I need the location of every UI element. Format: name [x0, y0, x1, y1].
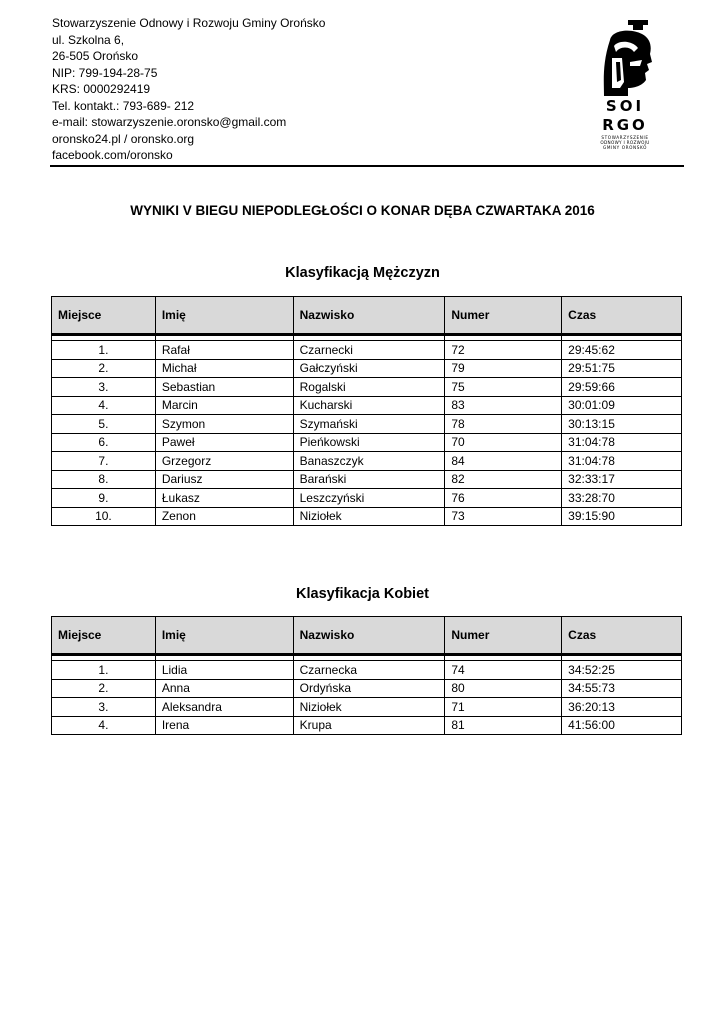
finish-time-cell: 41:56:00 [562, 716, 682, 735]
table-row [52, 507, 682, 526]
finish-time-cell: 34:52:25 [562, 661, 682, 680]
finish-time-cell: 29:59:66 [562, 378, 682, 397]
first-name-cell: Michał [155, 359, 293, 378]
bib-number-cell: 73 [445, 507, 562, 526]
document-title: WYNIKI V BIEGU NIEPODLEGŁOŚCI O KONAR DĘBA CZWARTAKA 2016 [130, 203, 595, 218]
bib-number-cell: 74 [445, 661, 562, 680]
bib-number-cell: 70 [445, 433, 562, 452]
logo-caption-1: STOWARZYSZENIE [601, 135, 649, 140]
column-header-time: Czas [562, 297, 682, 335]
place-cell: 2. [52, 679, 156, 698]
table-row [52, 341, 682, 360]
table-row [52, 679, 682, 698]
organization-logo [590, 18, 660, 153]
bib-number-cell: 80 [445, 679, 562, 698]
bib-number-cell: 76 [445, 489, 562, 508]
column-header-last-name: Nazwisko [293, 297, 445, 335]
table-row [52, 359, 682, 378]
table-row [52, 698, 682, 717]
place-cell: 7. [52, 452, 156, 471]
column-header-place: Miejsce [52, 297, 156, 335]
bib-number-cell: 83 [445, 396, 562, 415]
place-cell: 5. [52, 415, 156, 434]
column-header-number: Numer [445, 617, 562, 655]
first-name-cell: Irena [155, 716, 293, 735]
finish-time-cell: 32:33:17 [562, 470, 682, 489]
place-cell: 1. [52, 661, 156, 680]
table-row [52, 470, 682, 489]
logo-letters-top: SOI [605, 97, 645, 115]
table-row [52, 716, 682, 735]
place-cell: 10. [52, 507, 156, 526]
finish-time-cell: 29:51:75 [562, 359, 682, 378]
bib-number-cell: 78 [445, 415, 562, 434]
place-cell: 3. [52, 698, 156, 717]
place-cell: 8. [52, 470, 156, 489]
women-results-table [51, 616, 682, 735]
first-name-cell: Paweł [155, 433, 293, 452]
place-cell: 3. [52, 378, 156, 397]
logo-caption-3: GMINY ORONSKO [602, 145, 648, 150]
organization-header [52, 15, 325, 164]
place-cell: 6. [52, 433, 156, 452]
knight-helmet-icon [604, 20, 652, 96]
column-header-last-name: Nazwisko [293, 617, 445, 655]
bib-number-cell: 75 [445, 378, 562, 397]
bib-number-cell: 79 [445, 359, 562, 378]
finish-time-cell: 31:04:78 [562, 452, 682, 471]
last-name-cell: Ordyńska [293, 679, 445, 698]
place-cell: 9. [52, 489, 156, 508]
table-row [52, 415, 682, 434]
column-header-place: Miejsce [52, 617, 156, 655]
first-name-cell: Łukasz [155, 489, 293, 508]
bib-number-cell: 71 [445, 698, 562, 717]
last-name-cell: Krupa [293, 716, 445, 735]
last-name-cell: Niziołek [293, 507, 445, 526]
last-name-cell: Banaszczyk [293, 452, 445, 471]
place-cell: 1. [52, 341, 156, 360]
finish-time-cell: 33:28:70 [562, 489, 682, 508]
header-divider [50, 165, 684, 167]
finish-time-cell: 30:13:15 [562, 415, 682, 434]
first-name-cell: Sebastian [155, 378, 293, 397]
finish-time-cell: 34:55:73 [562, 679, 682, 698]
men-table-body [52, 335, 682, 526]
table-header-row [52, 297, 682, 335]
men-section-title: Klasyfikacją Mężczyzn [285, 265, 440, 281]
bib-number-cell: 82 [445, 470, 562, 489]
place-cell: 2. [52, 359, 156, 378]
last-name-cell: Czarnecka [293, 661, 445, 680]
bib-number-cell: 72 [445, 341, 562, 360]
first-name-cell: Rafał [155, 341, 293, 360]
table-header-row [52, 617, 682, 655]
bib-number-cell: 84 [445, 452, 562, 471]
table-row [52, 452, 682, 471]
women-section-title: Klasyfikacja Kobiet [296, 586, 429, 602]
bib-number-cell: 81 [445, 716, 562, 735]
finish-time-cell: 39:15:90 [562, 507, 682, 526]
first-name-cell: Zenon [155, 507, 293, 526]
last-name-cell: Rogalski [293, 378, 445, 397]
table-row [52, 378, 682, 397]
table-row [52, 661, 682, 680]
finish-time-cell: 29:45:62 [562, 341, 682, 360]
first-name-cell: Marcin [155, 396, 293, 415]
nip-number: NIP: 799-194-28-75 [52, 65, 158, 80]
first-name-cell: Grzegorz [155, 452, 293, 471]
column-header-time: Czas [562, 617, 682, 655]
place-cell: 4. [52, 716, 156, 735]
first-name-cell: Dariusz [155, 470, 293, 489]
last-name-cell: Niziołek [293, 698, 445, 717]
last-name-cell: Czarnecki [293, 341, 445, 360]
last-name-cell: Pieńkowski [293, 433, 445, 452]
place-cell: 4. [52, 396, 156, 415]
facebook-link: facebook.com/oronsko [52, 148, 173, 162]
contact-email: e-mail: stowarzyszenie.oronsko@gmail.com [52, 115, 287, 129]
address-city: 26-505 Orońsko [52, 49, 139, 63]
first-name-cell: Szymon [155, 415, 293, 434]
men-results-table [51, 296, 682, 526]
logo-caption-2: ODNOWY I ROZWOJU [600, 140, 650, 145]
contact-phone: Tel. kontakt.: 793-689- 212 [52, 98, 195, 113]
websites: oronsko24.pl / oronsko.org [52, 131, 195, 146]
table-row [52, 396, 682, 415]
address-street: ul. Szkolna 6, [52, 32, 125, 47]
finish-time-cell: 30:01:09 [562, 396, 682, 415]
finish-time-cell: 36:20:13 [562, 698, 682, 717]
table-row [52, 489, 682, 508]
last-name-cell: Leszczyński [293, 489, 445, 508]
column-header-first-name: Imię [155, 617, 293, 655]
last-name-cell: Barański [293, 470, 445, 489]
last-name-cell: Gałczyński [293, 359, 445, 378]
column-header-first-name: Imię [155, 297, 293, 335]
first-name-cell: Aleksandra [155, 698, 293, 717]
krs-number: KRS: 0000292419 [52, 82, 151, 96]
last-name-cell: Kucharski [293, 396, 445, 415]
first-name-cell: Anna [155, 679, 293, 698]
column-header-number: Numer [445, 297, 562, 335]
logo-letters-bottom: RGO [602, 116, 648, 134]
org-name: Stowarzyszenie Odnowy i Rozwoju Gminy Orońsko [52, 16, 326, 30]
finish-time-cell: 31:04:78 [562, 433, 682, 452]
first-name-cell: Lidia [155, 661, 293, 680]
last-name-cell: Szymański [293, 415, 445, 434]
women-table-body [52, 655, 682, 735]
table-row [52, 433, 682, 452]
